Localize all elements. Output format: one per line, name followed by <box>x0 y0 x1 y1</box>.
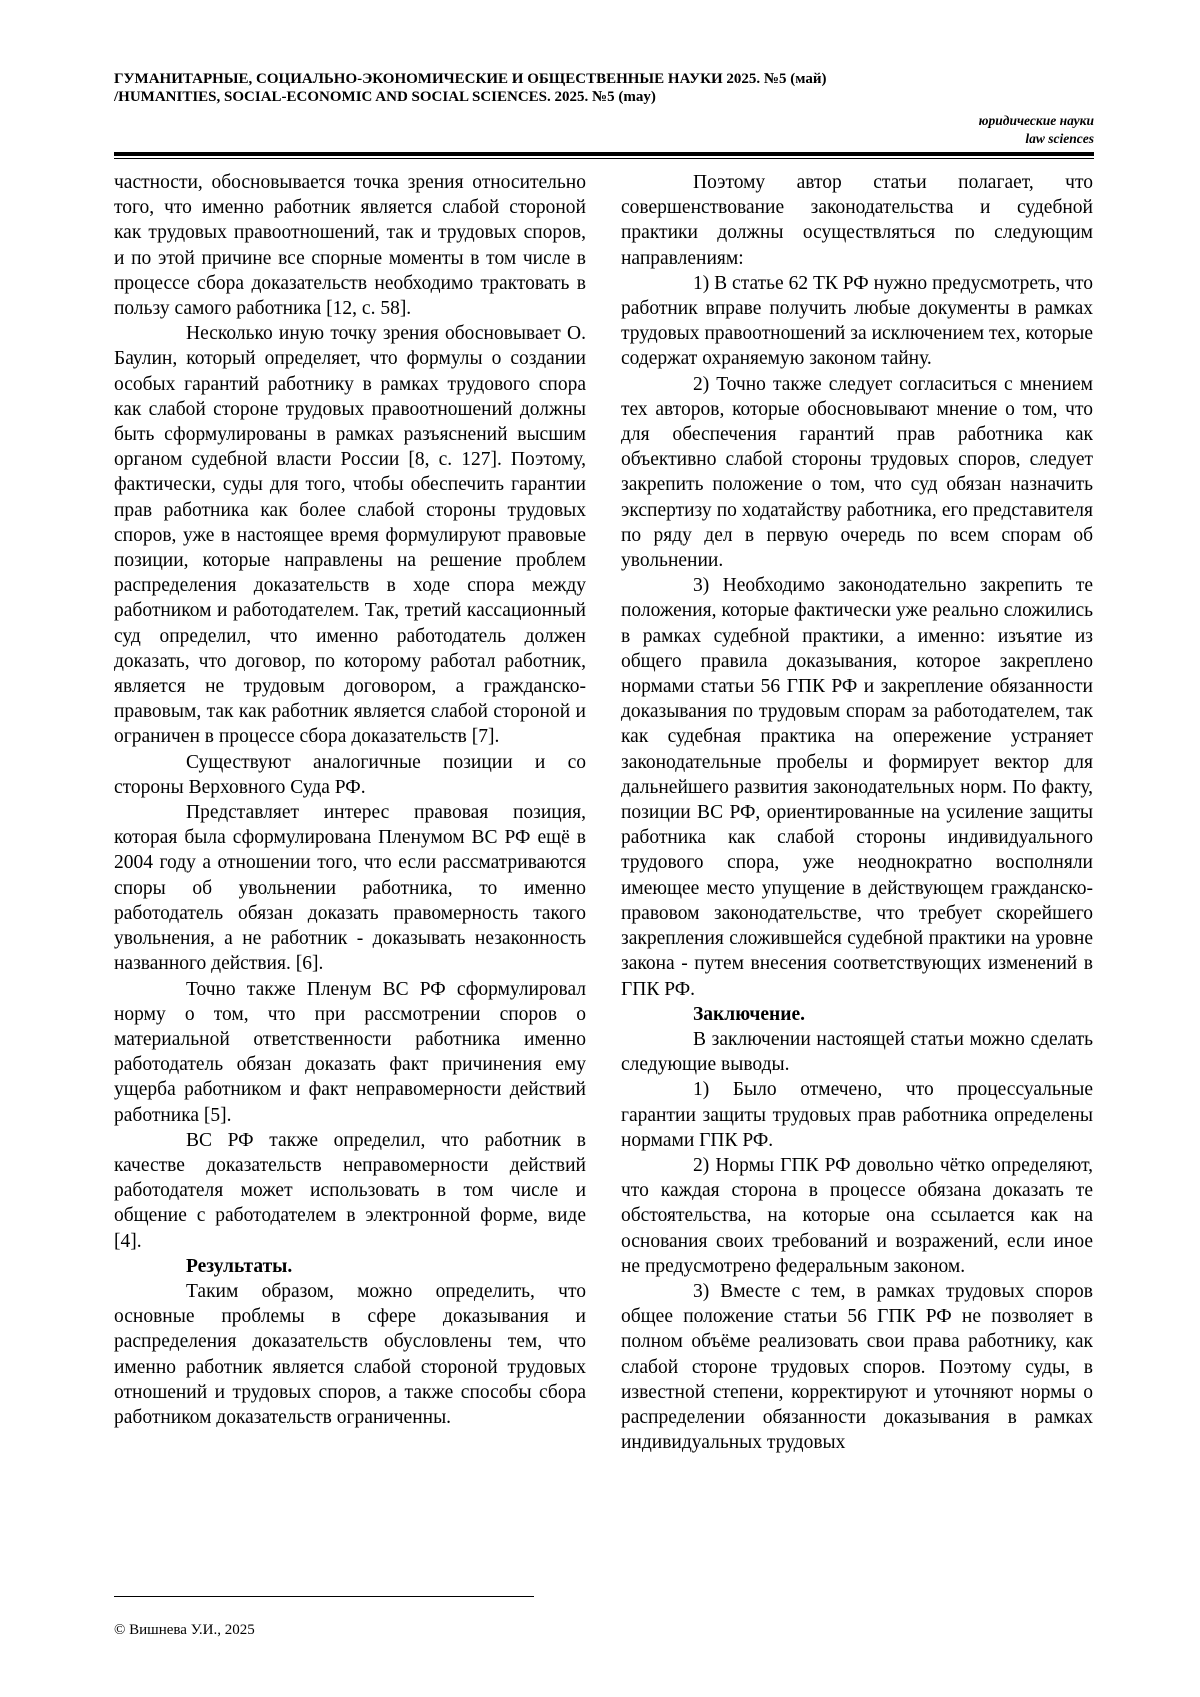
left-column <box>114 170 586 1430</box>
paragraph: 2) Нормы ГПК РФ довольно чётко определяют, что каждая сторона в процессе обязана доказать те обстоятельства, на которые она ссылается как на основания своих требований и возражений, если иное не предусмотрено федеральным законом. <box>621 1154 1093 1277</box>
paragraph: 3) Вместе с тем, в рамках трудовых споров общее положение статьи 56 ГПК РФ не позволяет в полном объёме реализовать свои права работнику, как слабой стороне трудовых споров. Поэтому суды, в известной степени, корректируют и уточняют нормы о распределении обязанности доказывания в рамках индивидуальных трудовых <box>621 1280 1093 1454</box>
footnote-divider <box>114 1596 534 1597</box>
paragraph: Представляет интерес правовая позиция, которая была сформулирована Пленумом ВС РФ ещё в 2004 году а отношении того, что если рассматриваются споры об увольнении работника, то именно работодатель обязан доказать правомерность такого увольнения, а не работник - доказывать незаконность названного действия. [6]. <box>114 802 586 975</box>
paragraph: 3) Необходимо законодательно закрепить те положения, которые фактически уже реально сложились в рамках судебной практики, а именно: изъятие из общего правила доказывания, которое закреплено нормами статьи 56 ГПК РФ и закрепление обязанности доказывания по трудовым спорам за работодателем, так как судебная практика на опережение устраняет законодательные пробелы и формирует вектор для дальнейшего развития законодательных норм. По факту, позиции ВС РФ, ориентированные на усиление защиты работника как слабой стороны индивидуального трудового спора, уже неоднократно восполняли имеющее место упущение в действующем гражданско-правовом законодательстве, что требует скорейшего закрепления сложившейся судебной практики на уровне закона - путем внесения соответствующих изменений в ГПК РФ. <box>621 575 1093 1000</box>
page-header <box>114 70 1094 148</box>
paragraph: 1) В статье 62 ТК РФ нужно предусмотреть, что работник вправе получить любые документы в рамках трудовых правоотношений за исключением тех, которые содержат охраняемую законом тайну. <box>621 272 1093 370</box>
section-tag <box>114 112 1094 148</box>
right-column <box>621 170 1093 1455</box>
paragraph: частности, обосновывается точка зрения относительно того, что именно работник является слабой стороной как трудовых правоотношений, так и трудовых споров, и по этой причине все спорные моменты в том числе в процессе сбора доказательств необходимо трактовать в пользу самого работника [12, с. 58]. <box>114 172 586 320</box>
journal-title-en: /HUMANITIES, SOCIAL-ECONOMIC AND SOCIAL SCIENCES. 2025. №5 (may) <box>114 89 656 105</box>
section-heading-conclusion: Заключение. <box>693 1003 806 1025</box>
section-tag-ru: юридические науки <box>978 113 1094 128</box>
paragraph: Несколько иную точку зрения обосновывает О. Баулин, который определяет, что формулы о создании особых гарантий работнику в рамках трудового спора как слабой стороне трудовых правоотношений должны быть сформулированы в рамках разъяснений высшим органом судебной власти России [8, с. 127]. Поэтому, фактически, суды для того, чтобы обеспечить гарантии прав работника как более слабой стороны трудовых споров, уже в настоящее время формулируют правовые позиции, которые направлены на решение проблем распределения доказательств в ходе спора между работником и работодателем. Так, третий кассационный суд определил, что именно работодатель должен доказать, что договор, по которому работал работник, является не трудовым договором, а гражданско-правовым, так как работник является слабой стороной и ограничен в процессе сбора доказательств [7]. <box>114 323 586 748</box>
paragraph: В заключении настоящей статьи можно сделать следующие выводы. <box>621 1028 1093 1076</box>
header-divider <box>114 152 1094 159</box>
copyright-footnote: © Вишнева У.И., 2025 <box>114 1622 255 1638</box>
paragraph: Поэтому автор статьи полагает, что совершенствование законодательства и судебной практики должны осуществляться по следующим направлениям: <box>621 172 1093 269</box>
paragraph: 1) Было отмечено, что процессуальные гарантии защиты трудовых прав работника определены нормами ГПК РФ. <box>621 1079 1093 1151</box>
section-heading-results: Результаты. <box>186 1255 293 1277</box>
paragraph: ВС РФ также определил, что работник в качестве доказательств неправомерности действий работодателя может использовать в том числе и общение с работодателем в электронной форме, виде [4]. <box>114 1129 586 1252</box>
paragraph: 2) Точно также следует согласиться с мнением тех авторов, которые обосновывают мнение о том, что для обеспечения гарантий прав работника как объективно слабой стороны трудовых споров, следует закрепить положение о том, что суд обязан назначить экспертизу по ходатайству работника, его представителя по ряду дел в первую очередь по всем спорам об увольнении. <box>621 373 1093 572</box>
paragraph: Таким образом, можно определить, что основные проблемы в сфере доказывания и распределения доказательств обусловлены тем, что именно работник является слабой стороной трудовых отношений и трудовых споров, а также способы сбора работником доказательств ограниченны. <box>114 1280 586 1428</box>
paragraph: Точно также Пленум ВС РФ сформулировал норму о том, что при рассмотрении споров о материальной ответственности работника именно работодатель обязан доказать факт причинения ему ущерба работником и факт неправомерности действий работника [5]. <box>114 978 586 1126</box>
journal-title-ru: ГУМАНИТАРНЫЕ, СОЦИАЛЬНО-ЭКОНОМИЧЕСКИЕ И ОБЩЕСТВЕННЫЕ НАУКИ 2025. №5 (май) <box>114 71 827 87</box>
section-tag-en: law sciences <box>1025 131 1094 146</box>
paragraph: Существуют аналогичные позиции и со стороны Верховного Суда РФ. <box>114 751 586 798</box>
